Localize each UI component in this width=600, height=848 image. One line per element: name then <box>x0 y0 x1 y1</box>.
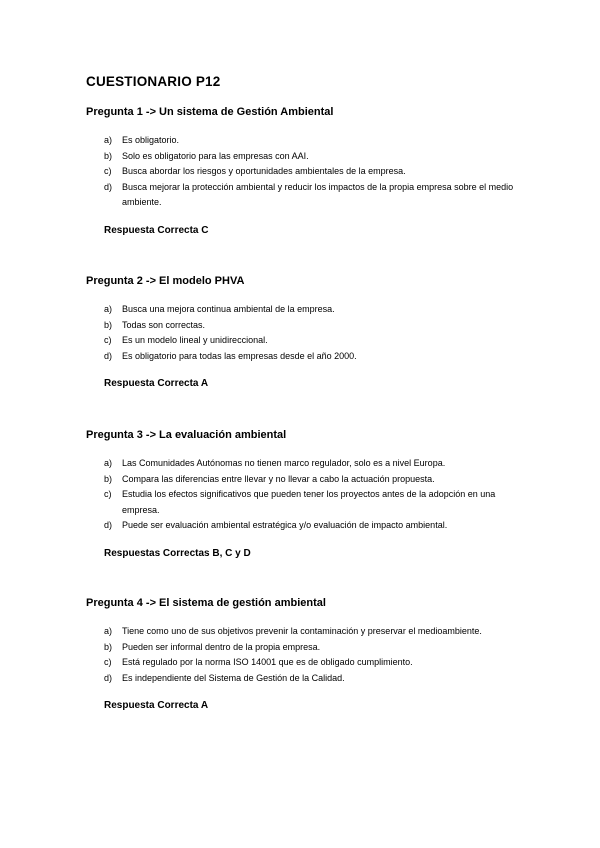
options-list <box>86 456 526 534</box>
correct-answer: Respuesta Correcta A <box>104 700 209 711</box>
option-c <box>86 333 526 349</box>
question-heading: Pregunta 1 -> Un sistema de Gestión Ambiental <box>86 106 334 118</box>
option-letter: c) <box>104 657 112 667</box>
question-heading: Pregunta 3 -> La evaluación ambiental <box>86 429 287 441</box>
option-letter: d) <box>104 181 113 192</box>
question-3 <box>86 429 526 559</box>
option-d <box>86 349 526 365</box>
option-letter: c) <box>104 335 112 345</box>
option-d <box>86 518 526 534</box>
option-c <box>86 164 526 180</box>
options-list <box>86 133 526 211</box>
option-text: Es independiente del Sistema de Gestión de la Calidad. <box>122 672 345 683</box>
question-heading: Pregunta 4 -> El sistema de gestión ambiental <box>86 597 326 609</box>
option-text: Es obligatorio para todas las empresas desde el año 2000. <box>122 350 357 361</box>
option-text: Solo es obligatorio para las empresas con AAI. <box>122 150 309 161</box>
option-c <box>86 487 526 518</box>
option-letter: b) <box>104 319 113 330</box>
option-a <box>86 456 526 472</box>
option-text: Compara las diferencias entre llevar y no llevar a cabo la actuación propuesta. <box>122 473 435 484</box>
option-text: Tiene como uno de sus objetivos prevenir la contaminación y preservar el medioambiente. <box>122 626 482 636</box>
question-2 <box>86 275 526 389</box>
document-title: CUESTIONARIO P12 <box>86 74 221 89</box>
option-letter: d) <box>104 520 113 530</box>
option-text: Busca una mejora continua ambiental de la empresa. <box>122 304 335 314</box>
question-4 <box>86 597 526 711</box>
option-letter: a) <box>104 458 113 468</box>
option-letter: b) <box>104 641 113 652</box>
option-text: Es obligatorio. <box>122 135 180 145</box>
option-a <box>86 302 526 318</box>
option-letter: a) <box>104 626 113 636</box>
option-text: Es un modelo lineal y unidireccional. <box>122 335 268 345</box>
option-letter: c) <box>104 166 112 176</box>
option-d <box>86 180 526 211</box>
option-text: Está regulado por la norma ISO 14001 que es de obligado cumplimiento. <box>122 657 413 667</box>
option-text: Estudia los efectos significativos que pueden tener los proyectos antes de la adopción en una empresa. <box>122 489 496 515</box>
option-c <box>86 655 526 671</box>
option-d <box>86 671 526 687</box>
option-text: Busca mejorar la protección ambiental y reducir los impactos de la propia empresa sobre el medio ambiente. <box>122 181 514 207</box>
question-heading: Pregunta 2 -> El modelo PHVA <box>86 275 245 287</box>
correct-answer: Respuesta Correcta C <box>104 224 209 236</box>
option-text: Busca abordar los riesgos y oportunidades ambientales de la empresa. <box>122 166 406 176</box>
options-list <box>86 302 526 364</box>
option-letter: b) <box>104 150 113 161</box>
correct-answer: Respuestas Correctas B, C y D <box>104 547 251 559</box>
option-letter: a) <box>104 304 113 314</box>
option-text: Puede ser evaluación ambiental estratégica y/o evaluación de impacto ambiental. <box>122 520 448 530</box>
option-text: Todas son correctas. <box>122 319 206 330</box>
option-a <box>86 133 526 149</box>
option-letter: d) <box>104 350 113 361</box>
option-letter: c) <box>104 489 112 499</box>
option-b <box>86 640 526 656</box>
option-a <box>86 624 526 640</box>
options-list <box>86 624 526 686</box>
option-b <box>86 149 526 165</box>
option-letter: d) <box>104 672 113 683</box>
option-letter: b) <box>104 473 113 484</box>
option-letter: a) <box>104 135 113 145</box>
question-1 <box>86 106 526 236</box>
option-b <box>86 472 526 488</box>
option-b <box>86 318 526 334</box>
correct-answer: Respuesta Correcta A <box>104 378 209 389</box>
option-text: Pueden ser informal dentro de la propia empresa. <box>122 641 321 652</box>
option-text: Las Comunidades Autónomas no tienen marco regulador, solo es a nivel Europa. <box>122 458 446 468</box>
